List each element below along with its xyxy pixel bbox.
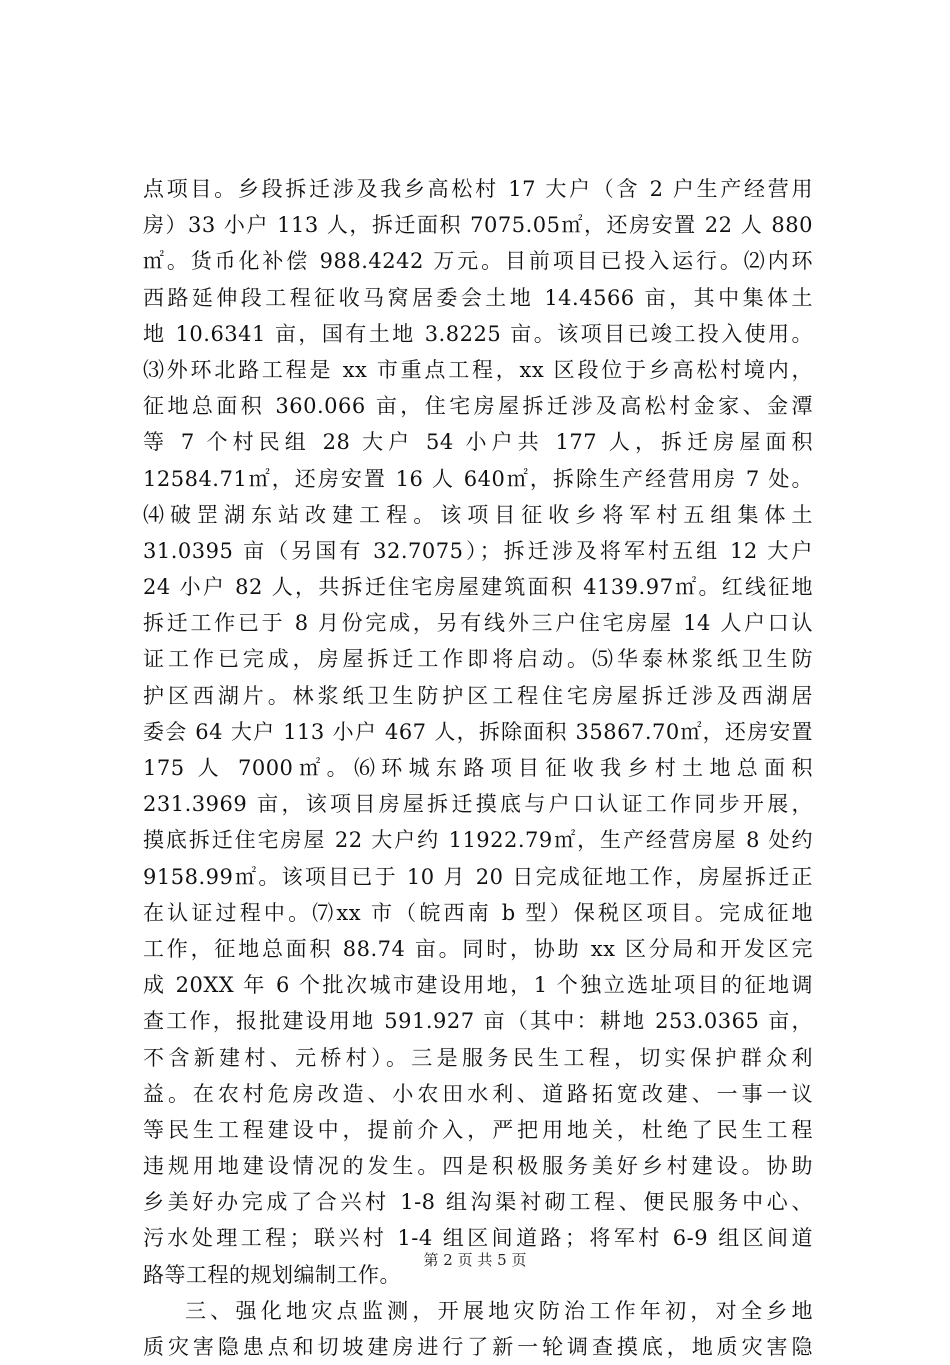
text-line: 9158.99㎡。该项目已于 10 月 20 日完成征地工作，房屋拆迁正 bbox=[143, 864, 813, 889]
text-line: 等民生工程建设中，提前介入，严把用地关，杜绝了民生工程 bbox=[143, 1117, 813, 1142]
section-heading-line: 三、强化地灾点监测，开展地灾防治工作年初，对全乡地 bbox=[185, 1298, 813, 1323]
text-line: 证工作已完成，房屋拆迁工作即将启动。⑸华泰林浆纸卫生防 bbox=[143, 647, 813, 672]
text-line: 成 20XX 年 6 个批次城市建设用地，1 个独立选址项目的征地调 bbox=[143, 973, 813, 998]
text-line: ㎡。货币化补偿 988.4242 万元。目前项目已投入运行。⑵内环 bbox=[143, 249, 813, 274]
text-line: 益。在农村危房改造、小农田水利、道路拓宽改建、一事一议 bbox=[143, 1081, 813, 1106]
text-line: 拆迁工作已于 8 月份完成，另有线外三户住宅房屋 14 人户口认 bbox=[143, 611, 813, 636]
text-line: 房）33 小户 113 人，拆迁面积 7075.05㎡，还房安置 22 人 880 bbox=[143, 213, 813, 238]
text-line: 违规用地建设情况的发生。四是积极服务美好乡村建设。协助 bbox=[143, 1154, 813, 1179]
text-line: 路等工程的规划编制工作。 bbox=[143, 1262, 401, 1287]
text-line: 工作，征地总面积 88.74 亩。同时，协助 xx 区分局和开发区完 bbox=[143, 936, 813, 961]
text-line: 乡美好办完成了合兴村 1-8 组沟渠衬砌工程、便民服务中心、 bbox=[143, 1190, 813, 1215]
text-line: 不含新建村、元桥村）。三是服务民生工程，切实保护群众利 bbox=[143, 1045, 813, 1070]
body-text bbox=[143, 171, 813, 1365]
text-line: 在认证过程中。⑺xx 市（皖西南 b 型）保税区项目。完成征地 bbox=[143, 900, 813, 925]
text-line: ⑷破罡湖东站改建工程。该项目征收乡将军村五组集体土 bbox=[143, 502, 813, 527]
text-line: ⑶外环北路工程是 xx 市重点工程，xx 区段位于乡高松村境内， bbox=[143, 357, 813, 382]
text-line: 西路延伸段工程征收马窝居委会土地 14.4566 亩，其中集体土 bbox=[143, 285, 813, 310]
text-line: 175 人 7000㎡。⑹环城东路项目征收我乡村土地总面积 bbox=[143, 756, 813, 780]
text-line: 污水处理工程；联兴村 1-4 组区间道路；将军村 6-9 组区间道 bbox=[143, 1226, 813, 1251]
text-line: 地 10.6341 亩，国有土地 3.8225 亩。该项目已竣工投入使用。 bbox=[143, 321, 813, 346]
page-footer: 第 2 页 共 5 页 bbox=[423, 1251, 527, 1269]
text-line: 委会 64 大户 113 小户 467 人，拆除面积 35867.70㎡，还房安置 bbox=[143, 719, 813, 744]
text-line: 31.0395 亩（另国有 32.7075）；拆迁涉及将军村五组 12 大户 bbox=[143, 538, 813, 563]
text-line: 查工作，报批建设用地 591.927 亩（其中：耕地 253.0365 亩， bbox=[143, 1009, 813, 1034]
text-line: 护区西湖片。林浆纸卫生防护区工程住宅房屋拆迁涉及西湖居 bbox=[143, 683, 813, 708]
text-line: 质灾害隐患点和切坡建房进行了新一轮调查摸底，地质灾害隐 bbox=[143, 1335, 813, 1359]
text-line: 24 小户 82 人，共拆迁住宅房屋建筑面积 4139.97㎡。红线征地 bbox=[143, 575, 813, 600]
text-line: 征地总面积 360.066 亩，住宅房屋拆迁涉及高松村金家、金潭 bbox=[143, 394, 813, 419]
text-line: 点项目。乡段拆迁涉及我乡高松村 17 大户（含 2 户生产经营用 bbox=[143, 177, 813, 201]
text-line: 12584.71㎡，还房安置 16 人 640㎡，拆除生产经营用房 7 处。 bbox=[143, 466, 813, 491]
text-line: 摸底拆迁住宅房屋 22 大户约 11922.79㎡，生产经营房屋 8 处约 bbox=[143, 828, 813, 853]
text-line: 231.3969 亩，该项目房屋拆迁摸底与户口认证工作同步开展， bbox=[143, 792, 813, 817]
text-line: 等 7 个村民组 28 大户 54 小户共 177 人，拆迁房屋面积 bbox=[143, 430, 813, 455]
